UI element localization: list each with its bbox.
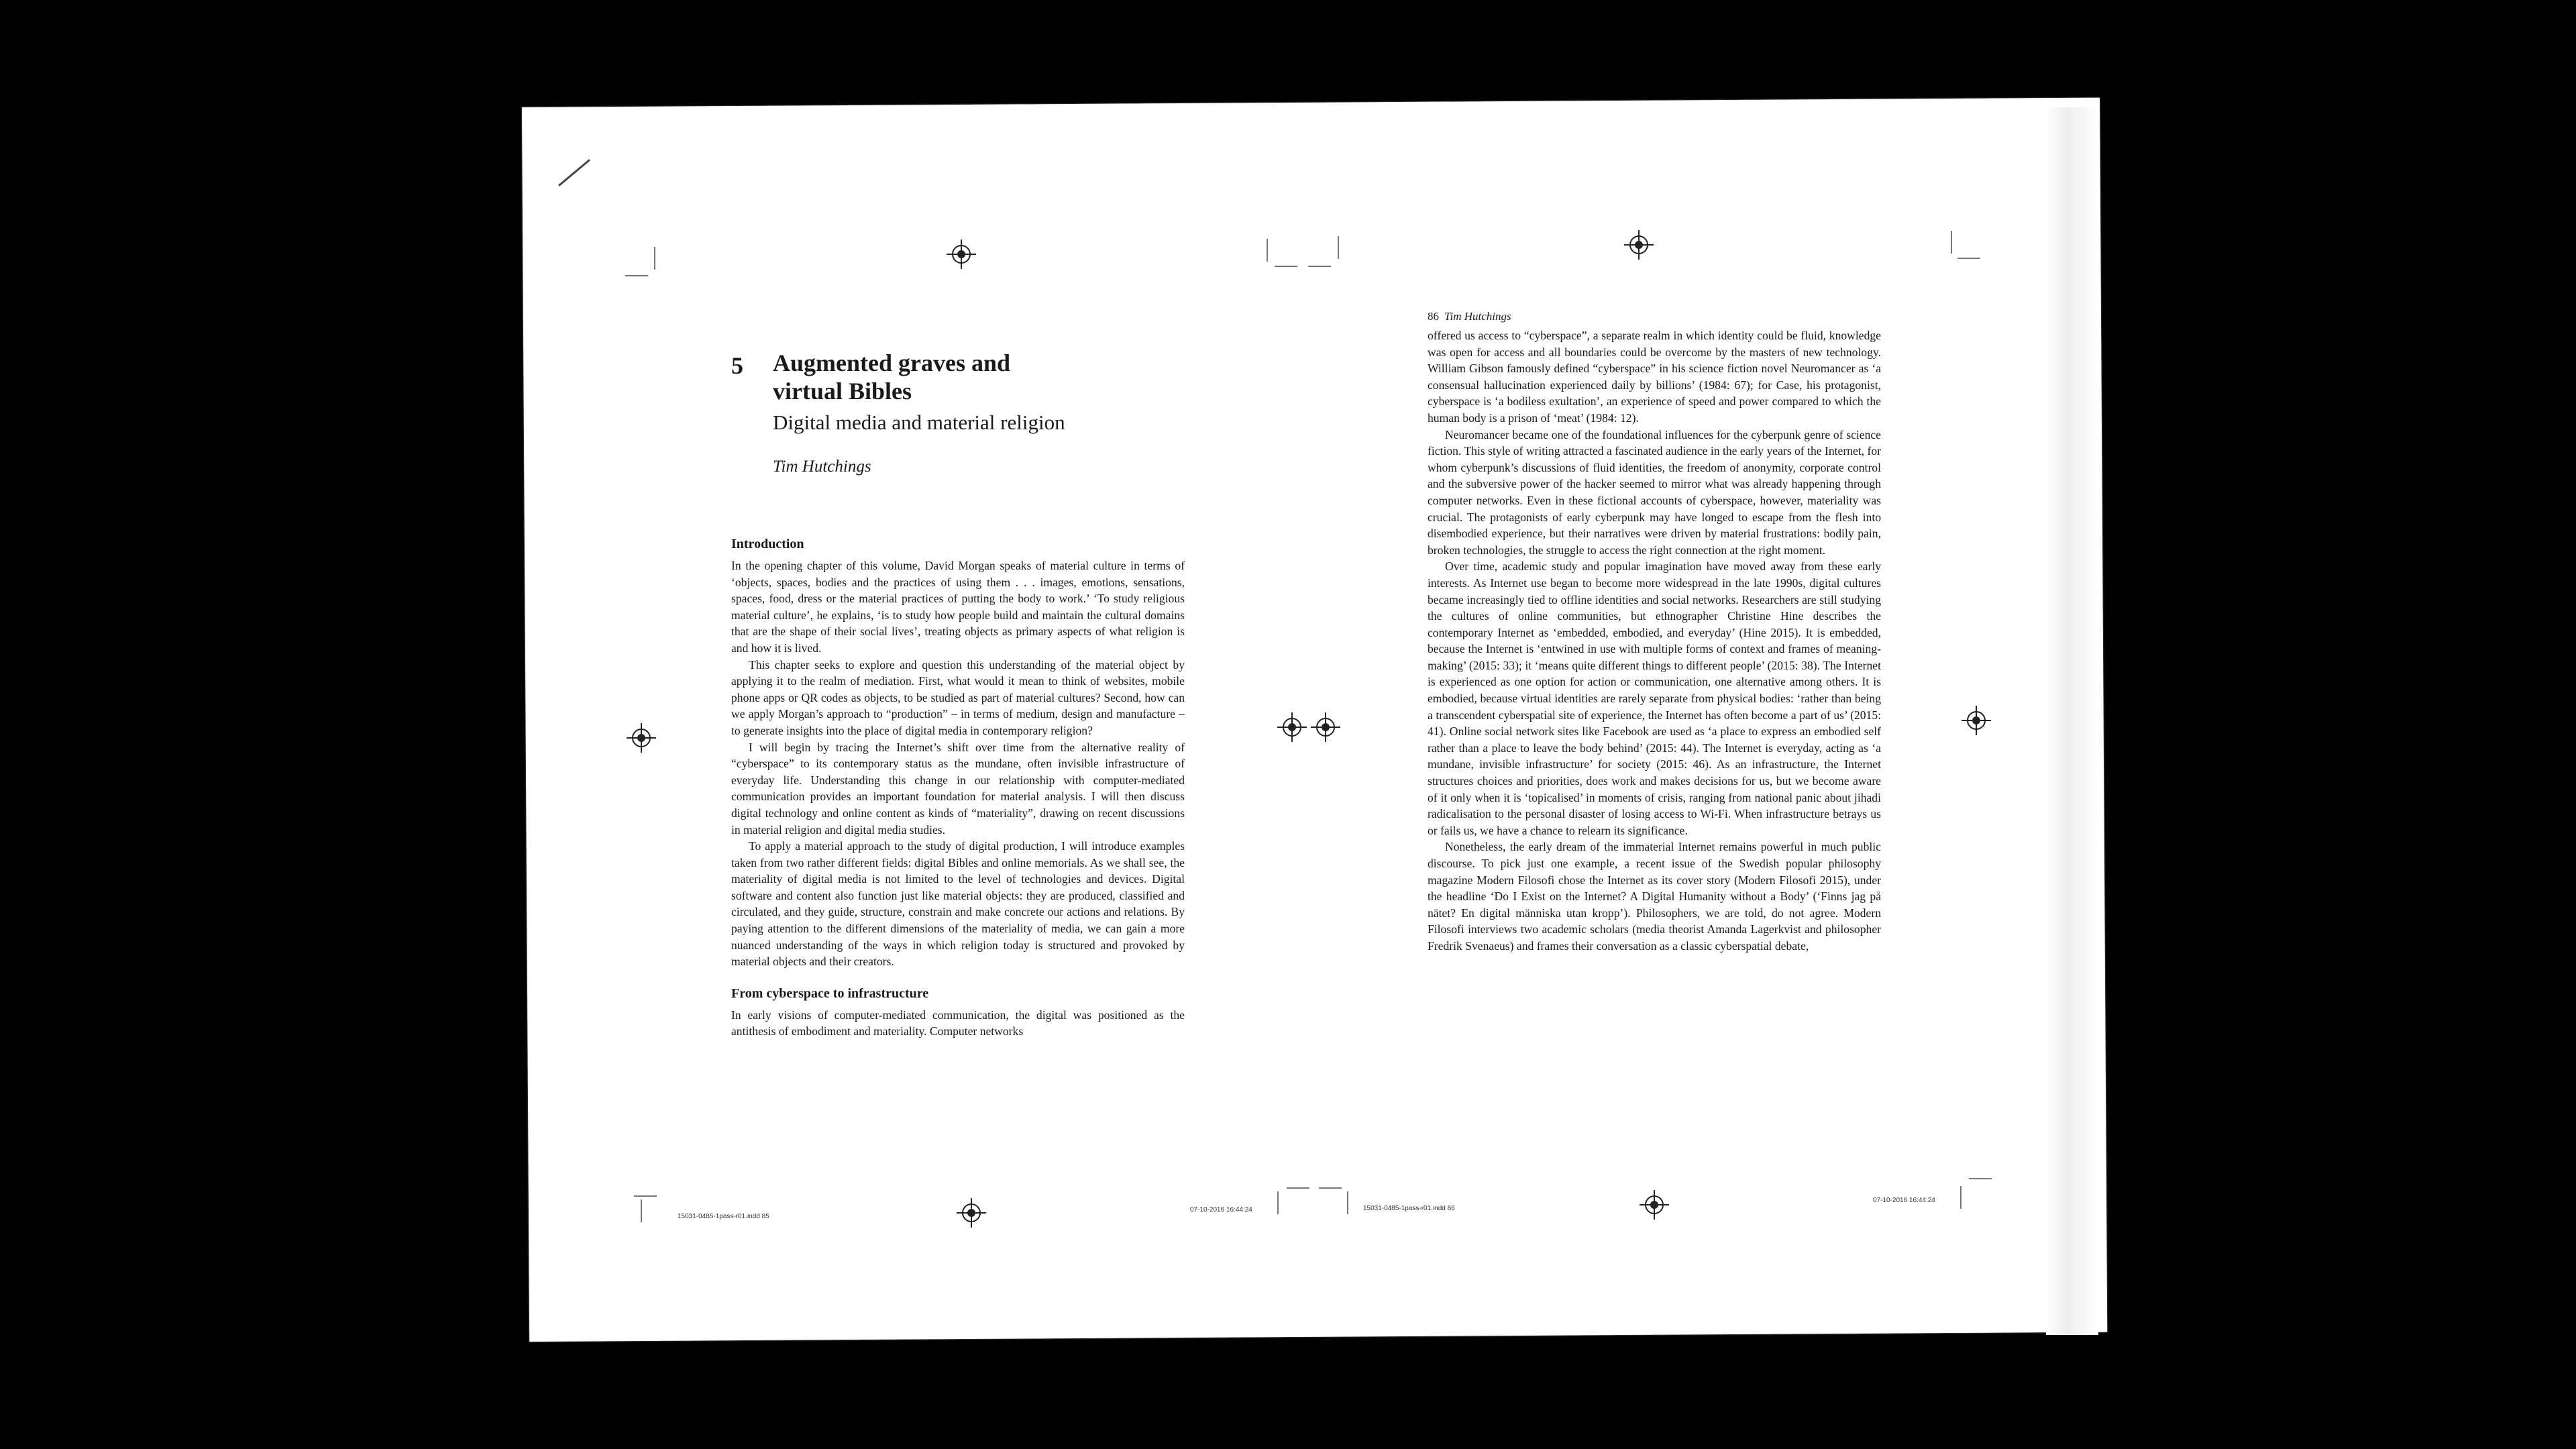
crop-mark [1347, 1191, 1348, 1214]
chapter-title-line: virtual Bibles [773, 378, 912, 405]
section-heading: From cyberspace to infrastructure [731, 985, 929, 1001]
left-page [731, 349, 1185, 1040]
section-heading: Introduction [731, 537, 804, 551]
crop-mark [1287, 1187, 1309, 1189]
crop-mark [625, 275, 648, 276]
slug-file: 15031-0485-1pass-r01.indd 86 [1363, 1205, 1455, 1212]
slug-file: 15031-0485-1pass-r01.indd 85 [678, 1213, 769, 1220]
paragraph: Nonetheless, the early dream of the immaterial Internet remains powerful in much public discourse. To pick just one example, a recent issue of the Swedish popular philosophy magazine Modern Filosofi chose the Internet as its cover story (Modern Filosofi 2015), under the headline ‘Do I Exist on the Internet? A Digital Humanity without a Body’ (‘Finns jag på nätet? En digital människa utan kropp’). Philosophers, we are told, do not agree. Modern Filosofi interviews two academic scholars (media theorist Amanda Lagerkvist and philosopher Fredrik Svenaeus) and frames their conversation as a classic cyberspatial debate, [1428, 840, 1881, 953]
chapter-title [773, 349, 1010, 405]
slug-date: 07-10-2016 16:44:24 [1190, 1206, 1252, 1214]
registration-mark [962, 1203, 981, 1222]
chapter-number: 5 [731, 352, 743, 379]
crop-mark [641, 1199, 642, 1222]
registration-mark [952, 245, 971, 264]
registration-mark [1283, 718, 1301, 737]
crop-mark [1319, 1187, 1342, 1189]
paragraph: To apply a material approach to the study of digital production, I will introduce examples taken from two rather different fields: digital Bibles and online memorials. As we shall see, the materiality of digital media is not limited to the level of technologies and devices. Digital software and content also function just like material objects: they are produced, classified and circulated, and they guide, structure, constrain and make concrete our actions and relations. By paying attention to the different dimensions of the materiality of media, we can gain a more nuanced understanding of the ways in which religion today is structured and provoked by material objects and their creators. [731, 839, 1185, 969]
chapter-title-line: Augmented graves and [773, 350, 1011, 376]
crop-mark [1275, 266, 1297, 267]
registration-mark [1629, 235, 1648, 254]
running-head [1428, 310, 1881, 323]
crop-mark [654, 247, 655, 270]
crop-mark [1957, 258, 1980, 259]
chapter-heading [731, 349, 1185, 537]
paragraph: I will begin by tracing the Internet’s shift over time from the alternative reality of “cyberspace” to its contemporary status as the mundane, often invisible infrastructure of everyday life. Understanding this change in our relationship with computer-mediated communication provides an important foundation for material analysis. I will then discuss digital technology and online content as kinds of “materiality”, drawing on recent discussions in material religion and digital media studies. [731, 740, 1185, 837]
paragraph: offered us access to “cyberspace”, a separate realm in which identity could be fluid, knowledge was open for access and all boundaries could be overcome by the masters of new technology. William Gibson famously defined “cyberspace” in his science fiction novel Neuromancer as ‘a consensual hallucination experienced daily by billions’ (1984: 67); for Case, his protagonist, cyberspace is ‘a bodiless exultation’, an experience of speed and power compared to which the human body is a prison of ‘meat’ (1984: 12). [1428, 329, 1881, 425]
chapter-author: Tim Hutchings [773, 458, 871, 476]
page-number: 86 [1428, 310, 1439, 323]
paragraph: Neuromancer became one of the foundational influences for the cyberpunk genre of science fiction. This style of writing attracted a fascinated audience in the early years of the Internet, for whom cyberpunk’s discussions of fluid identities, the freedom of anonymity, corporate control and the subversive power of the hacker seemed to mirror what was already happening through computer networks. Even in these fictional accounts of cyberspace, however, materiality was crucial. The protagonists of early cyberpunk may have longed to escape from the flesh into disembodied experience, but their narratives were driven by material frustrations: bodily pain, broken technologies, the struggle to access the right connection at the right moment. [1428, 427, 1881, 557]
running-head-author: Tim Hutchings [1444, 310, 1511, 323]
crop-mark [1951, 231, 1952, 254]
registration-mark [632, 729, 651, 747]
paragraph: In the opening chapter of this volume, David Morgan speaks of material culture in terms of ‘objects, spaces, bodies and the practices of using them . . . images, emotions, sensations, spaces, food, dress or the material practices of putting the body to work.’ ‘To study religious material culture’, he explains, ‘is to study how people build and maintain the cultural domains that are the shape of their social lives’, treating objects as primary aspects of what religion is and how it is lived. [731, 559, 1185, 655]
crop-mark [1338, 236, 1339, 259]
crop-mark [1960, 1186, 1962, 1209]
slug-date: 07-10-2016 16:44:24 [1873, 1197, 1935, 1204]
registration-mark [1316, 718, 1335, 737]
registration-mark [1967, 711, 1986, 730]
paragraph: In early visions of computer-mediated communication, the digital was positioned as the antithesis of embodiment and materiality. Computer networks [731, 1008, 1185, 1038]
crop-mark [1308, 266, 1331, 267]
paragraph: Over time, academic study and popular imagination have moved away from these early interests. As Internet use began to become more widespread in the late 1990s, digital cultures became increasingly tied to offline identities and social networks. Researchers are still studying the cultures of online communities, but ethnographer Christine Hine describes the contemporary Internet as ‘embedded, embodied, and everyday’ (Hine 2015). It is embedded, because the Internet is ‘entwined in use with multiple forms of context and frames of meaning-making’ (2015: 33); it ‘means quite different things to different people’ (2015: 38). The Internet is experienced as one option for action or communication, one alternative among others. It is embodied, because virtual identities are rarely separate from physical bodies: ‘rather than being a transcendent cyberspatial site of experience, the Internet has often become a part of us’ (2015: 41). Online social network sites like Facebook are used as ‘a place to express an embodied self rather than a place to leave the body behind’ (2015: 44). The Internet is everyday, acting as ‘a mundane, invisible infrastructure’ for society (2015: 46). As an infrastructure, the Internet structures choices and priorities, does work and makes decisions for us, but we become aware of it only when it is ‘topicalised’ in moments of crisis, ranging from national panic about jihadi radicalisation to the personal disaster of losing access to Wi-Fi. When infrastructure betrays us or fails us, we have a chance to relearn its significance. [1428, 559, 1881, 837]
chapter-subtitle: Digital media and material religion [773, 411, 1065, 434]
crop-mark [634, 1195, 657, 1197]
paragraph: This chapter seeks to explore and question this understanding of the material object by applying it to the realm of mediation. First, what would it mean to think of websites, mobile phone apps or QR codes as objects, to be studied as part of material cultures? Second, how can we apply Morgan’s approach to “production” – in terms of medium, design and manufacture – to generate insights into the place of digital media in contemporary religion? [731, 657, 1185, 737]
right-page [1428, 310, 1881, 955]
sheet-edge [2046, 107, 2098, 1335]
crop-mark [1277, 1191, 1279, 1214]
crop-mark [1267, 239, 1268, 262]
crop-mark [1969, 1178, 1992, 1179]
registration-mark [1645, 1195, 1664, 1214]
